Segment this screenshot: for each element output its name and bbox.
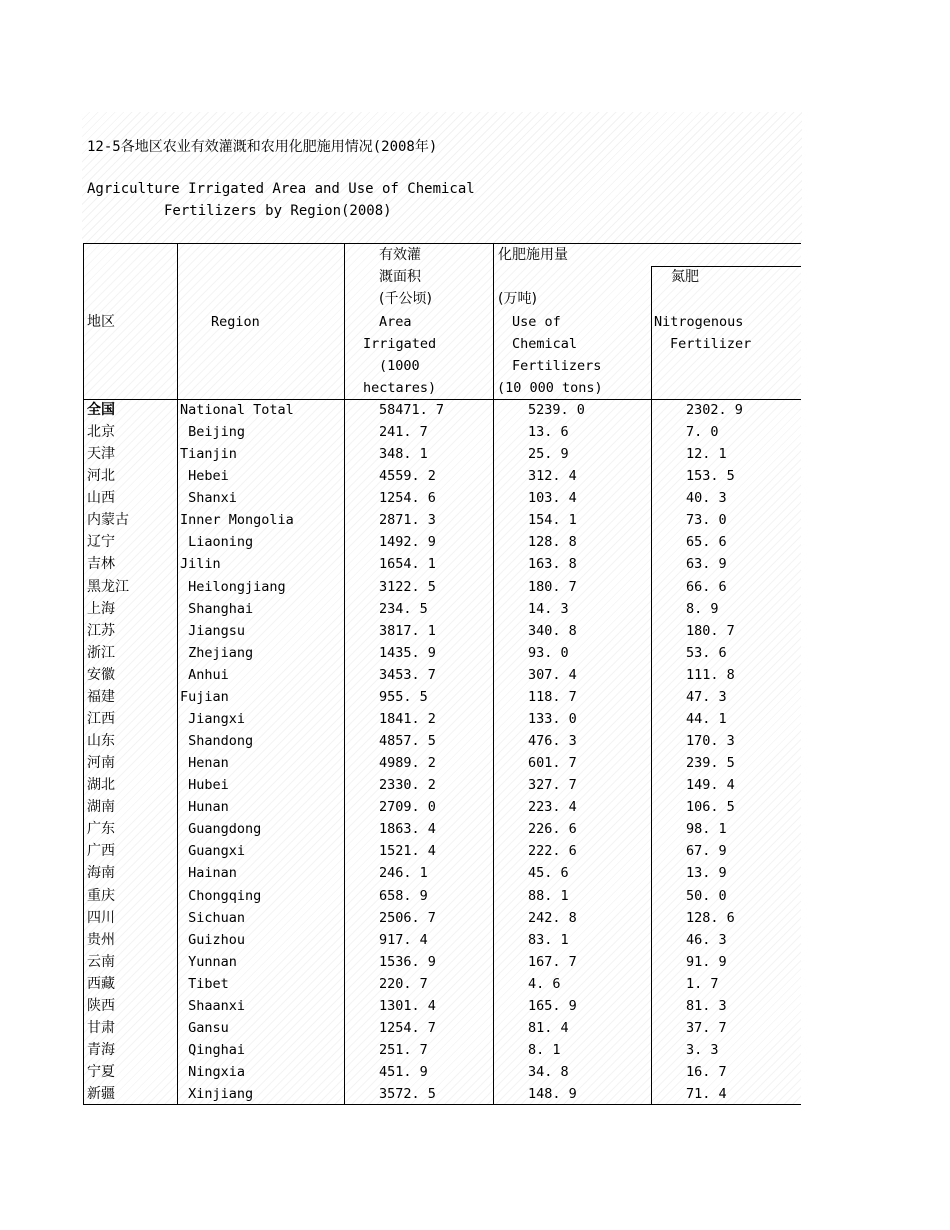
table-title-chinese: 12-5各地区农业有效灌溉和农用化肥施用情况(2008年): [87, 139, 438, 155]
region-zh-cell: 全国: [87, 402, 115, 418]
fertilizer-use-cell: 180. 7: [528, 578, 577, 595]
fertilizer-use-cell: 154. 1: [528, 512, 577, 529]
nitrogenous-fertilizer-cell: 73. 0: [686, 512, 727, 529]
region-en-cell: Fujian: [180, 688, 229, 705]
fertilizer-use-cell: 148. 9: [528, 1086, 577, 1103]
table-row: [0, 465, 950, 487]
table-row: [0, 642, 950, 664]
header-fertilizer-unit-zh: (万吨): [498, 291, 537, 307]
region-zh-cell: 新疆: [87, 1086, 115, 1103]
region-zh-cell: 上海: [87, 600, 115, 617]
table-row: [0, 487, 950, 509]
irrigated-area-cell: 658. 9: [379, 887, 428, 904]
nitrogenous-fertilizer-cell: 153. 5: [686, 468, 735, 485]
region-zh-cell: 黑龙江: [87, 578, 129, 595]
nitrogenous-fertilizer-cell: 3. 3: [686, 1042, 719, 1059]
fertilizer-use-cell: 165. 9: [528, 997, 577, 1014]
irrigated-area-cell: 4857. 5: [379, 733, 436, 750]
region-zh-cell: 宁夏: [87, 1064, 115, 1081]
region-zh-cell: 安徽: [87, 666, 115, 683]
fertilizer-use-cell: 88. 1: [528, 887, 569, 904]
region-zh-cell: 江西: [87, 710, 115, 727]
region-en-cell: Tianjin: [180, 446, 237, 463]
irrigated-area-cell: 2709. 0: [379, 799, 436, 816]
region-en-cell: Gansu: [180, 1019, 229, 1036]
irrigated-area-cell: 1492. 9: [379, 534, 436, 551]
nitrogenous-fertilizer-cell: 71. 4: [686, 1086, 727, 1103]
table-row: [0, 951, 950, 973]
fertilizer-use-cell: 45. 6: [528, 865, 569, 882]
table-row: [0, 818, 950, 840]
fertilizer-use-cell: 93. 0: [528, 644, 569, 661]
fertilizer-use-cell: 5239. 0: [528, 402, 585, 418]
region-en-cell: Yunnan: [180, 953, 237, 970]
header-area-en-1: Area: [379, 314, 412, 330]
nitrogenous-fertilizer-cell: 149. 4: [686, 777, 735, 794]
nitrogenous-fertilizer-cell: 91. 9: [686, 953, 727, 970]
header-area-en-2: Irrigated: [363, 336, 437, 352]
nitrogenous-fertilizer-cell: 37. 7: [686, 1019, 727, 1036]
region-en-cell: Shaanxi: [180, 997, 246, 1014]
fertilizer-use-cell: 167. 7: [528, 953, 577, 970]
table-row: [0, 708, 950, 730]
fertilizer-use-cell: 222. 6: [528, 843, 577, 860]
fertilizer-use-cell: 312. 4: [528, 468, 577, 485]
region-en-cell: Guangxi: [180, 843, 246, 860]
nitrogenous-fertilizer-cell: 40. 3: [686, 490, 727, 507]
nitrogenous-fertilizer-cell: 170. 3: [686, 733, 735, 750]
header-nitrogen-en-1: Nitrogenous: [654, 314, 744, 330]
header-area-unit-zh: (千公顷): [379, 291, 432, 307]
header-nitrogen-en-2: Fertilizer: [670, 336, 752, 352]
region-zh-cell: 辽宁: [87, 534, 115, 551]
irrigated-area-cell: 4559. 2: [379, 468, 436, 485]
fertilizer-use-cell: 13. 6: [528, 424, 569, 441]
table-row: [0, 1039, 950, 1061]
nitrogenous-fertilizer-cell: 65. 6: [686, 534, 727, 551]
region-zh-cell: 江苏: [87, 622, 115, 639]
table-row: [0, 686, 950, 708]
header-region-en: Region: [211, 314, 260, 330]
irrigated-area-cell: 1301. 4: [379, 997, 436, 1014]
region-en-cell: Jilin: [180, 556, 221, 573]
region-en-cell: Liaoning: [180, 534, 254, 551]
irrigated-area-cell: 220. 7: [379, 975, 428, 992]
table-row: [0, 862, 950, 884]
nitrogenous-fertilizer-cell: 66. 6: [686, 578, 727, 595]
table-row: [0, 840, 950, 862]
region-en-cell: Shanghai: [180, 600, 254, 617]
region-zh-cell: 重庆: [87, 887, 115, 904]
irrigated-area-cell: 251. 7: [379, 1042, 428, 1059]
fertilizer-use-cell: 133. 0: [528, 710, 577, 727]
nitrogenous-fertilizer-cell: 44. 1: [686, 710, 727, 727]
nitrogenous-fertilizer-cell: 16. 7: [686, 1064, 727, 1081]
region-en-cell: Shanxi: [180, 490, 237, 507]
region-zh-cell: 四川: [87, 909, 115, 926]
table-row: [0, 929, 950, 951]
fertilizer-use-cell: 118. 7: [528, 688, 577, 705]
region-en-cell: Inner Mongolia: [180, 512, 294, 529]
irrigated-area-cell: 2506. 7: [379, 909, 436, 926]
region-en-cell: Ningxia: [180, 1064, 246, 1081]
region-zh-cell: 陕西: [87, 997, 115, 1014]
irrigated-area-cell: 241. 7: [379, 424, 428, 441]
table-row: [0, 664, 950, 686]
fertilizer-use-cell: 83. 1: [528, 931, 569, 948]
table-row: [0, 774, 950, 796]
table-row: [0, 576, 950, 598]
table-row: [0, 421, 950, 443]
irrigated-area-cell: 3122. 5: [379, 578, 436, 595]
irrigated-area-cell: 4989. 2: [379, 755, 436, 772]
region-en-cell: Jiangxi: [180, 710, 246, 727]
table-row: [0, 553, 950, 575]
header-fertilizer-en-1: Use of: [512, 314, 561, 330]
fertilizer-use-cell: 223. 4: [528, 799, 577, 816]
table-row: [0, 752, 950, 774]
region-zh-cell: 广东: [87, 821, 115, 838]
fertilizer-use-cell: 340. 8: [528, 622, 577, 639]
nitrogenous-fertilizer-cell: 13. 9: [686, 865, 727, 882]
region-zh-cell: 山东: [87, 733, 115, 750]
nitrogenous-fertilizer-cell: 12. 1: [686, 446, 727, 463]
table-row: [0, 1061, 950, 1083]
fertilizer-use-cell: 14. 3: [528, 600, 569, 617]
table-row: [0, 399, 950, 421]
region-en-cell: National Total: [180, 402, 294, 418]
region-en-cell: Shandong: [180, 733, 254, 750]
nitrogenous-fertilizer-cell: 2302. 9: [686, 402, 743, 418]
irrigated-area-cell: 917. 4: [379, 931, 428, 948]
region-zh-cell: 吉林: [87, 556, 115, 573]
header-area-zh-2: 溉面积: [379, 269, 421, 285]
table-row: [0, 730, 950, 752]
irrigated-area-cell: 2871. 3: [379, 512, 436, 529]
region-zh-cell: 河北: [87, 468, 115, 485]
sheet-background: [82, 112, 802, 244]
irrigated-area-cell: 1654. 1: [379, 556, 436, 573]
region-zh-cell: 青海: [87, 1042, 115, 1059]
nitrogenous-fertilizer-cell: 63. 9: [686, 556, 727, 573]
header-area-zh-1: 有效灌: [379, 247, 421, 263]
fertilizer-use-cell: 128. 8: [528, 534, 577, 551]
irrigated-area-cell: 1536. 9: [379, 953, 436, 970]
table-row: [0, 620, 950, 642]
irrigated-area-cell: 348. 1: [379, 446, 428, 463]
table-row: [0, 598, 950, 620]
header-nitrogen-zh: 氮肥: [671, 269, 699, 285]
region-en-cell: Hubei: [180, 777, 229, 794]
fertilizer-use-cell: 307. 4: [528, 666, 577, 683]
nitrogenous-fertilizer-cell: 98. 1: [686, 821, 727, 838]
region-zh-cell: 湖南: [87, 799, 115, 816]
table-row: [0, 509, 950, 531]
irrigated-area-cell: 246. 1: [379, 865, 428, 882]
fertilizer-use-cell: 476. 3: [528, 733, 577, 750]
table-row: [0, 995, 950, 1017]
nitrogenous-fertilizer-cell: 50. 0: [686, 887, 727, 904]
region-en-cell: Guangdong: [180, 821, 262, 838]
region-en-cell: Chongqing: [180, 887, 262, 904]
region-zh-cell: 湖北: [87, 777, 115, 794]
table-row: [0, 907, 950, 929]
irrigated-area-cell: 1841. 2: [379, 710, 436, 727]
irrigated-area-cell: 2330. 2: [379, 777, 436, 794]
header-area-unit-en-1: (1000: [379, 358, 420, 374]
nitrogenous-fertilizer-cell: 46. 3: [686, 931, 727, 948]
region-zh-cell: 内蒙古: [87, 512, 129, 529]
nitrogenous-fertilizer-cell: 8. 9: [686, 600, 719, 617]
nitrogenous-fertilizer-cell: 53. 6: [686, 644, 727, 661]
fertilizer-use-cell: 8. 1: [528, 1042, 561, 1059]
table-title-english-line2: Fertilizers by Region(2008): [164, 203, 392, 219]
irrigated-area-cell: 3817. 1: [379, 622, 436, 639]
region-en-cell: Hainan: [180, 865, 237, 882]
irrigated-area-cell: 1863. 4: [379, 821, 436, 838]
fertilizer-use-cell: 242. 8: [528, 909, 577, 926]
fertilizer-use-cell: 103. 4: [528, 490, 577, 507]
nitrogenous-fertilizer-cell: 106. 5: [686, 799, 735, 816]
region-zh-cell: 山西: [87, 490, 115, 507]
irrigated-area-cell: 451. 9: [379, 1064, 428, 1081]
region-en-cell: Hebei: [180, 468, 229, 485]
table-row: [0, 973, 950, 995]
nitrogenous-fertilizer-cell: 1. 7: [686, 975, 719, 992]
irrigated-area-cell: 1521. 4: [379, 843, 436, 860]
fertilizer-use-cell: 34. 8: [528, 1064, 569, 1081]
region-zh-cell: 浙江: [87, 644, 115, 661]
table-row: [0, 531, 950, 553]
nitrogenous-fertilizer-cell: 180. 7: [686, 622, 735, 639]
region-en-cell: Beijing: [180, 424, 246, 441]
region-zh-cell: 西藏: [87, 975, 115, 992]
fertilizer-use-cell: 81. 4: [528, 1019, 569, 1036]
header-fertilizer-zh: 化肥施用量: [498, 247, 568, 263]
fertilizer-use-cell: 25. 9: [528, 446, 569, 463]
table-title-english-line1: Agriculture Irrigated Area and Use of Chemical: [87, 181, 475, 197]
nitrogenous-fertilizer-cell: 239. 5: [686, 755, 735, 772]
irrigated-area-cell: 1254. 6: [379, 490, 436, 507]
region-zh-cell: 海南: [87, 865, 115, 882]
region-en-cell: Heilongjiang: [180, 578, 286, 595]
nitrogenous-fertilizer-cell: 81. 3: [686, 997, 727, 1014]
table-row: [0, 1083, 950, 1105]
region-zh-cell: 甘肃: [87, 1019, 115, 1036]
nitrogenous-fertilizer-cell: 128. 6: [686, 909, 735, 926]
fertilizer-use-cell: 601. 7: [528, 755, 577, 772]
irrigated-area-cell: 1254. 7: [379, 1019, 436, 1036]
region-en-cell: Hunan: [180, 799, 229, 816]
region-en-cell: Tibet: [180, 975, 229, 992]
fertilizer-use-cell: 4. 6: [528, 975, 561, 992]
header-area-unit-en-2: hectares): [363, 380, 437, 396]
header-fertilizer-en-3: Fertilizers: [512, 358, 602, 374]
nitrogenous-fertilizer-cell: 47. 3: [686, 688, 727, 705]
region-en-cell: Xinjiang: [180, 1086, 254, 1103]
region-zh-cell: 福建: [87, 688, 115, 705]
nitrogenous-fertilizer-cell: 111. 8: [686, 666, 735, 683]
region-zh-cell: 河南: [87, 755, 115, 772]
region-zh-cell: 广西: [87, 843, 115, 860]
nitrogenous-fertilizer-cell: 7. 0: [686, 424, 719, 441]
region-en-cell: Sichuan: [180, 909, 246, 926]
irrigated-area-cell: 234. 5: [379, 600, 428, 617]
table-row: [0, 796, 950, 818]
region-zh-cell: 贵州: [87, 931, 115, 948]
table-row: [0, 1017, 950, 1039]
region-zh-cell: 北京: [87, 424, 115, 441]
header-fertilizer-en-2: Chemical: [512, 336, 578, 352]
irrigated-area-cell: 3453. 7: [379, 666, 436, 683]
irrigated-area-cell: 58471. 7: [379, 402, 445, 418]
irrigated-area-cell: 1435. 9: [379, 644, 436, 661]
region-zh-cell: 云南: [87, 953, 115, 970]
table-row: [0, 885, 950, 907]
region-en-cell: Jiangsu: [180, 622, 246, 639]
header-fertilizer-unit-en: (10 000 tons): [497, 380, 603, 396]
region-en-cell: Henan: [180, 755, 229, 772]
region-en-cell: Anhui: [180, 666, 229, 683]
region-en-cell: Zhejiang: [180, 644, 254, 661]
irrigated-area-cell: 955. 5: [379, 688, 428, 705]
region-en-cell: Guizhou: [180, 931, 246, 948]
table-row: [0, 443, 950, 465]
header-region-zh: 地区: [87, 314, 115, 330]
nitrogenous-fertilizer-cell: 67. 9: [686, 843, 727, 860]
region-zh-cell: 天津: [87, 446, 115, 463]
fertilizer-use-cell: 226. 6: [528, 821, 577, 838]
region-en-cell: Qinghai: [180, 1042, 246, 1059]
fertilizer-use-cell: 163. 8: [528, 556, 577, 573]
fertilizer-use-cell: 327. 7: [528, 777, 577, 794]
irrigated-area-cell: 3572. 5: [379, 1086, 436, 1103]
